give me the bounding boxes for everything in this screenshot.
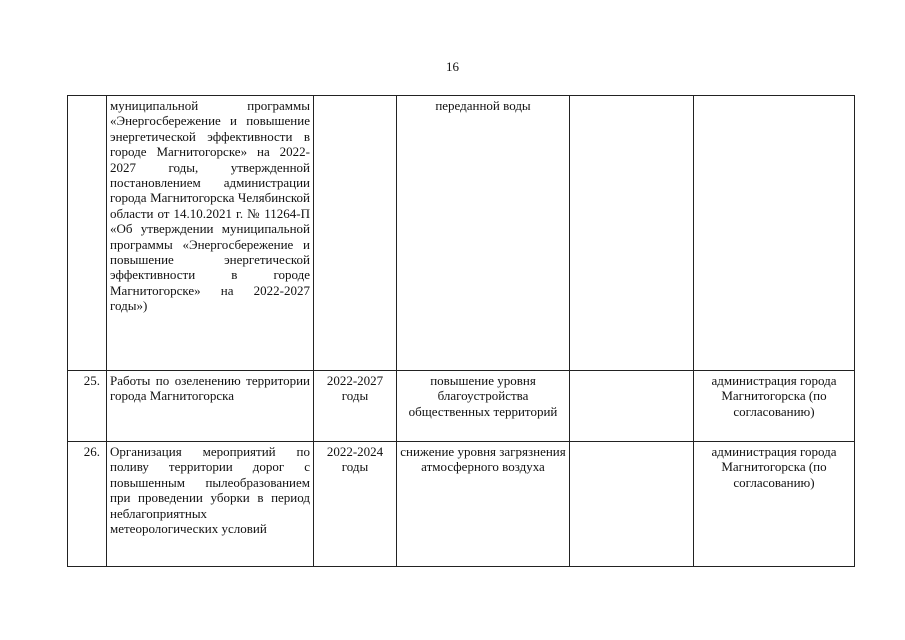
term-cell: 2022-2027 годы <box>314 371 397 442</box>
responsible-cell: администрация города Магнитогорска (по согласованию) <box>694 442 855 567</box>
empty-cell <box>570 442 694 567</box>
measure-name-cell: Работы по озеленению территории города Магнитогорска <box>107 371 314 442</box>
term-cell <box>314 96 397 371</box>
page-number: 16 <box>446 59 459 74</box>
row-number-cell: 25. <box>68 371 107 442</box>
table-row <box>68 442 855 567</box>
measures-table <box>67 95 855 567</box>
responsible-cell <box>694 96 855 371</box>
responsible-cell: администрация города Магнитогорска (по согласованию) <box>694 371 855 442</box>
empty-cell <box>570 96 694 371</box>
term-cell: 2022-2024 годы <box>314 442 397 567</box>
measure-name-cell: Организация мероприятий по поливу территории дорог с повышенным пылеобразованием при проведении уборки в период неблагоприятных метеорологических условий <box>107 442 314 567</box>
result-cell: снижение уровня загрязнения атмосферного воздуха <box>397 442 570 567</box>
table-row <box>68 371 855 442</box>
table-row <box>68 96 855 371</box>
measure-name-cell: муниципальной программы «Энергосбережение и повышение энергетической эффективности в городе Магнитогорске» на 2022-2027 годы, утвержденной постановлением администрации города Магнитогорска Челябинской области от 14.10.2021 г. № 11264-П «Об утверждении муниципальной программы «Энергосбережение и повышение энергетической эффективности в городе Магнитогорске» на 2022-2027 годы») <box>107 96 314 371</box>
row-number-cell: 26. <box>68 442 107 567</box>
result-cell: переданной воды <box>397 96 570 371</box>
result-cell: повышение уровня благоустройства общественных территорий <box>397 371 570 442</box>
empty-cell <box>570 371 694 442</box>
row-number-cell <box>68 96 107 371</box>
